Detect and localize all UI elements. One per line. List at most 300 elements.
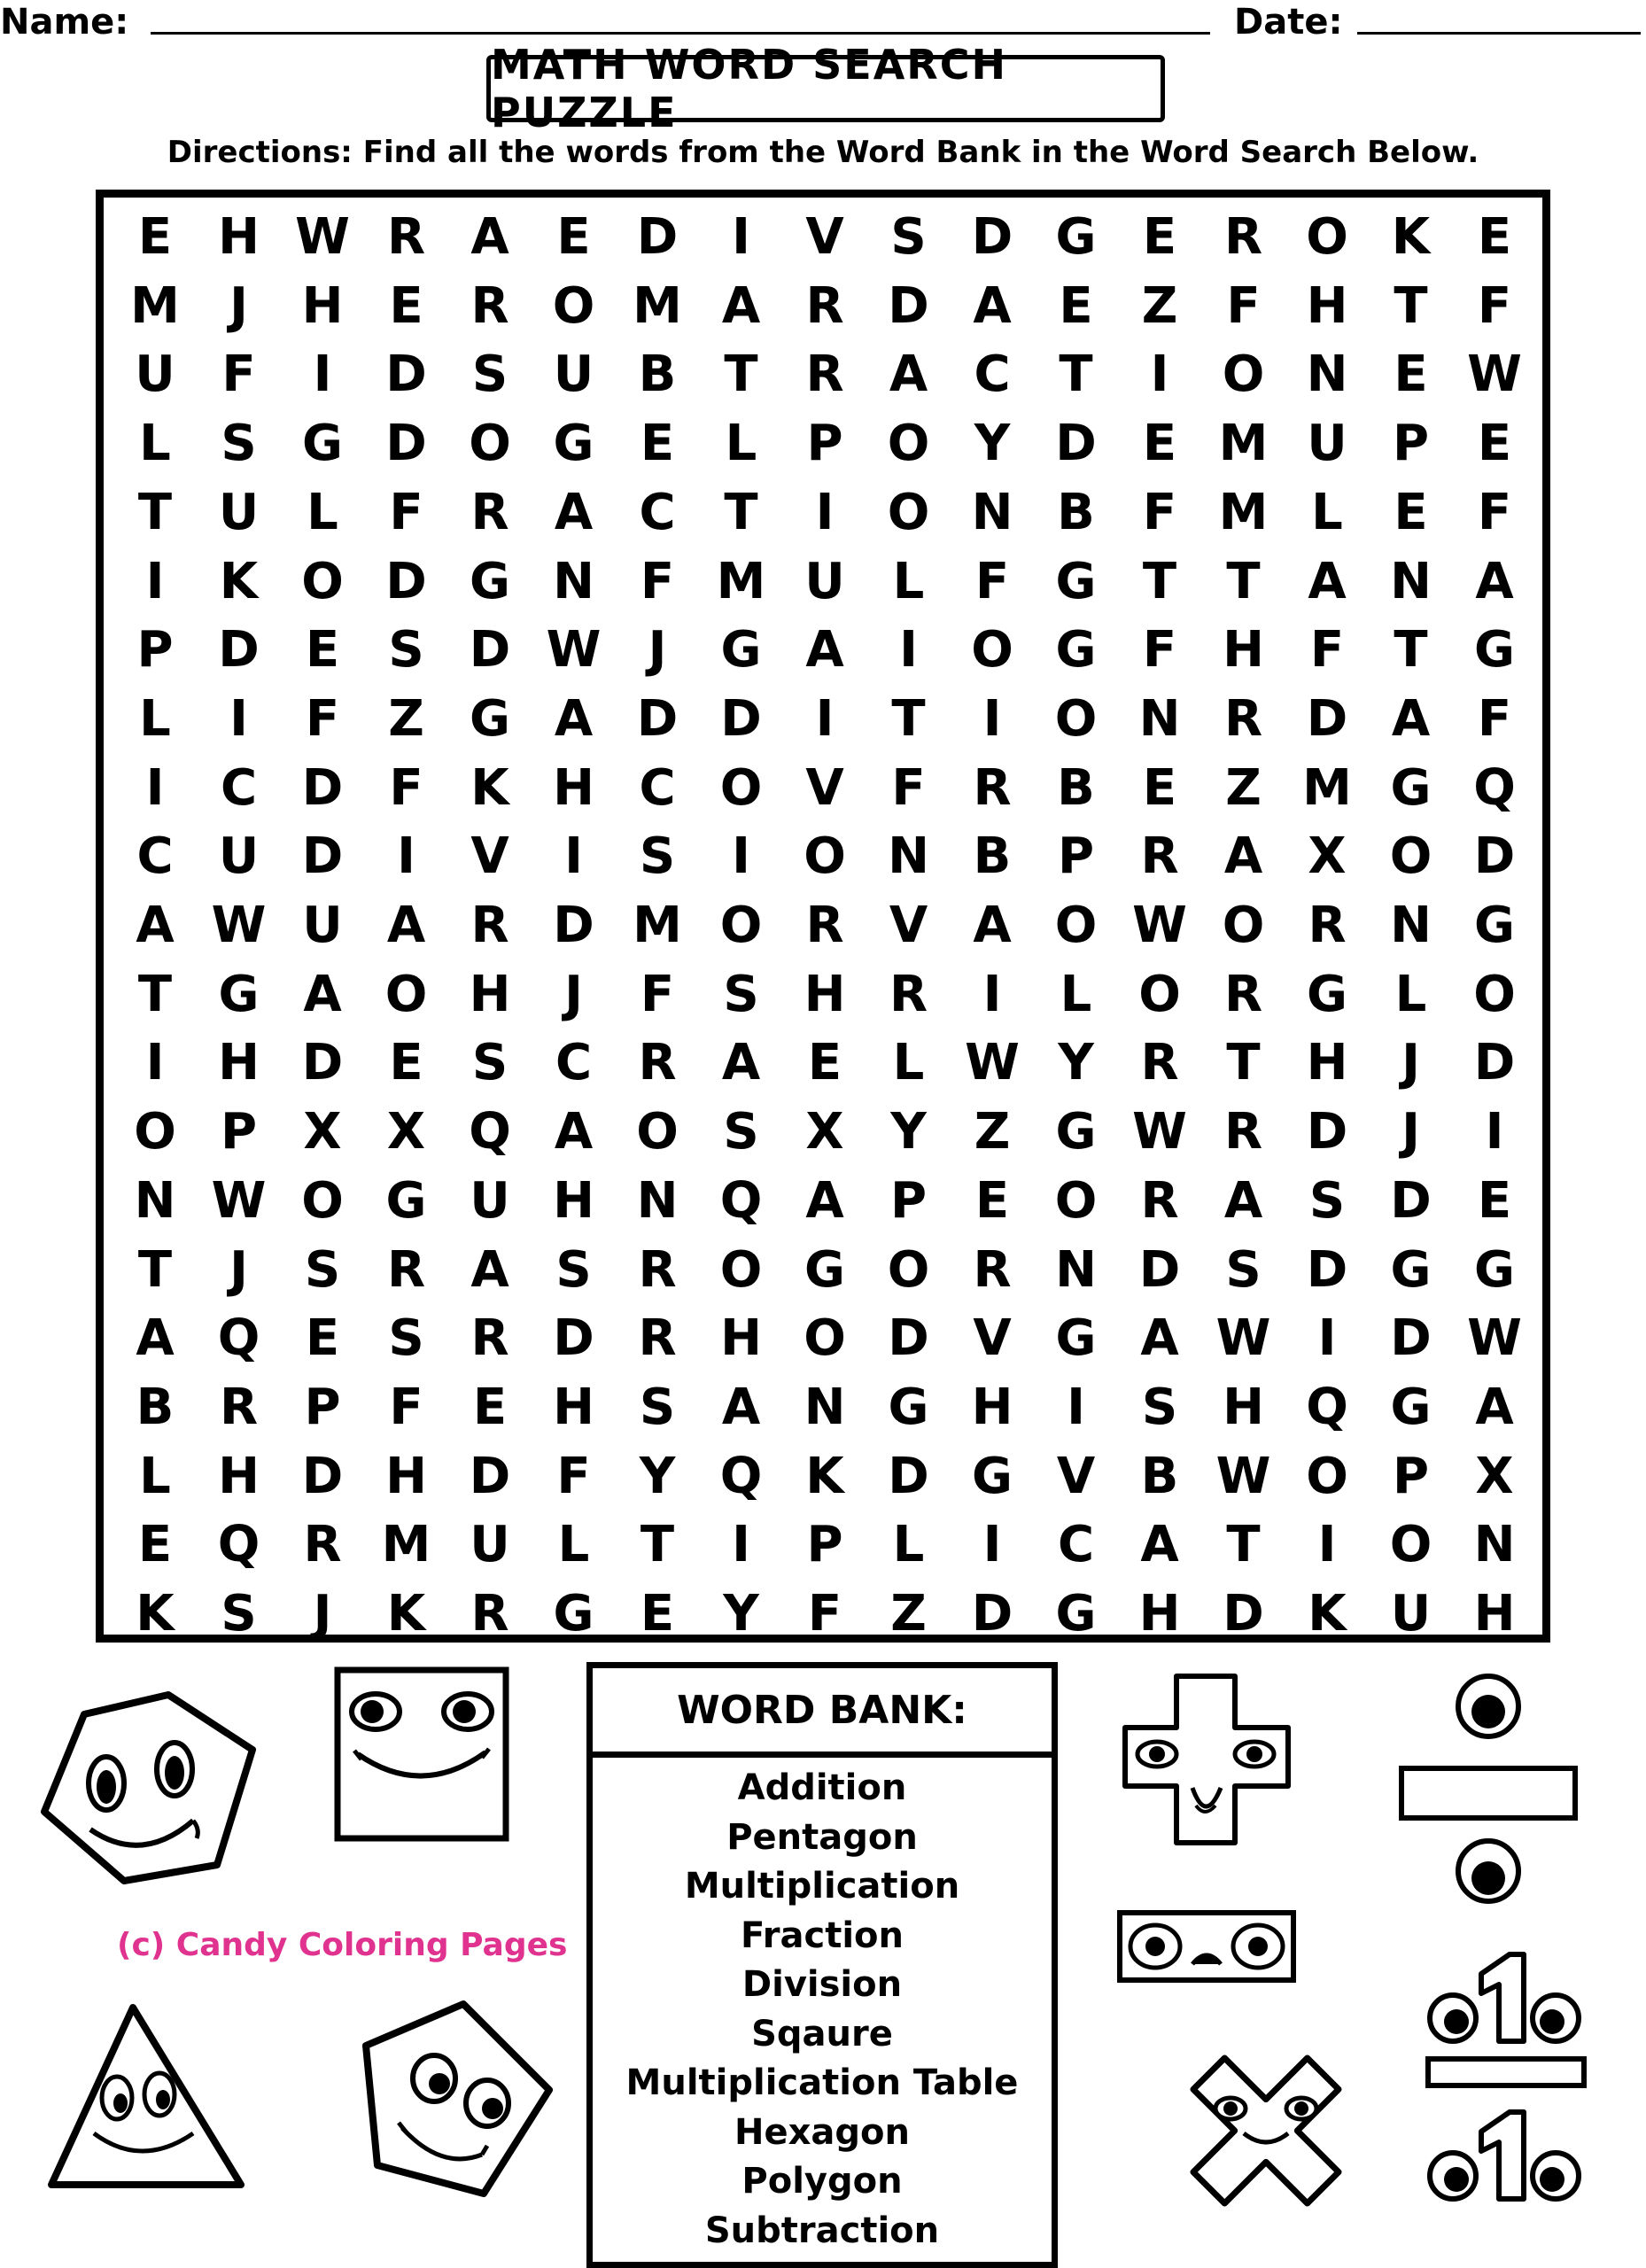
grid-letter: L bbox=[892, 552, 925, 610]
division-face-icon bbox=[1396, 1674, 1582, 1905]
grid-letter: V bbox=[805, 758, 844, 817]
grid-letter: I bbox=[732, 827, 750, 886]
grid-letter: F bbox=[1477, 689, 1512, 748]
grid-letter: R bbox=[1223, 689, 1263, 748]
grid-letter: P bbox=[1392, 1447, 1430, 1505]
grid-letter: P bbox=[1057, 827, 1095, 886]
grid-letter: D bbox=[553, 897, 594, 954]
grid-letter: R bbox=[973, 758, 1012, 817]
grid-letter: F bbox=[640, 965, 675, 1023]
grid-letter: L bbox=[892, 1034, 925, 1092]
grid-letter: R bbox=[386, 1240, 426, 1299]
grid-letter: V bbox=[973, 1309, 1012, 1368]
grid-letter: H bbox=[553, 758, 594, 817]
grid-letter: T bbox=[1226, 1516, 1261, 1574]
grid-letter: O bbox=[1306, 208, 1348, 266]
grid-letter: D bbox=[553, 1309, 594, 1368]
grid-letter: E bbox=[640, 415, 675, 473]
grid-letter: A bbox=[554, 483, 594, 541]
grid-letter: G bbox=[1055, 552, 1097, 610]
grid-letter: F bbox=[974, 552, 1010, 610]
grid-letter: W bbox=[1215, 1309, 1271, 1368]
grid-letter: H bbox=[971, 1378, 1013, 1436]
grid-letter: G bbox=[1307, 965, 1347, 1023]
grid-letter: E bbox=[305, 621, 340, 680]
grid-letter: I bbox=[229, 689, 248, 748]
grid-letter: F bbox=[1477, 276, 1512, 335]
grid-letter: A bbox=[136, 897, 175, 954]
grid-letter: O bbox=[301, 552, 344, 610]
grid-letter: O bbox=[1054, 689, 1098, 748]
grid-letter: E bbox=[1142, 208, 1177, 266]
grid-letter: E bbox=[305, 1309, 340, 1368]
grid-letter: G bbox=[1390, 1378, 1432, 1436]
grid-letter: G bbox=[1055, 208, 1097, 266]
grid-letter: G bbox=[888, 1378, 929, 1436]
grid-letter: P bbox=[806, 1516, 843, 1574]
grid-letter: W bbox=[1467, 346, 1522, 404]
grid-letter: H bbox=[720, 1309, 762, 1368]
square-face-icon bbox=[333, 1666, 510, 1843]
grid-letter: O bbox=[1389, 827, 1432, 886]
grid-letter: K bbox=[136, 1585, 175, 1643]
grid-letter: A bbox=[136, 1309, 175, 1368]
grid-letter: Q bbox=[469, 1103, 511, 1161]
grid-letter: J bbox=[1401, 1103, 1420, 1161]
grid-letter: D bbox=[385, 552, 427, 610]
grid-letter: N bbox=[553, 552, 594, 610]
grid-letter: H bbox=[1223, 621, 1264, 680]
grid-letter: W bbox=[1132, 897, 1187, 954]
grid-letter: E bbox=[807, 1034, 842, 1092]
grid-letter: D bbox=[385, 415, 427, 473]
grid-letter: P bbox=[136, 621, 174, 680]
grid-letter: G bbox=[1055, 621, 1097, 680]
grid-letter: R bbox=[386, 208, 426, 266]
grid-letter: T bbox=[1394, 276, 1428, 335]
grid-letter: V bbox=[889, 897, 928, 954]
grid-letter: H bbox=[1473, 1585, 1516, 1643]
grid-letter: T bbox=[137, 1240, 173, 1299]
grid-letter: D bbox=[971, 1585, 1013, 1643]
grid-letter: X bbox=[303, 1103, 342, 1161]
grid-letter: F bbox=[556, 1447, 591, 1505]
grid-letter: I bbox=[313, 346, 332, 404]
word-bank-list bbox=[593, 1764, 1052, 2256]
grid-letter: I bbox=[397, 827, 415, 886]
grid-letter: F bbox=[1309, 621, 1345, 680]
grid-letter: R bbox=[470, 1309, 509, 1368]
grid-letter: X bbox=[386, 1103, 426, 1161]
word-bank-item: Multiplication bbox=[684, 1866, 960, 1907]
grid-letter: F bbox=[891, 758, 926, 817]
grid-letter: N bbox=[1055, 1240, 1097, 1299]
grid-letter: F bbox=[640, 552, 675, 610]
grid-letter: I bbox=[145, 758, 165, 817]
grid-letter: G bbox=[553, 415, 594, 473]
grid-letter: D bbox=[301, 1034, 344, 1092]
grid-letter: N bbox=[971, 483, 1013, 541]
grid-letter: T bbox=[1059, 346, 1093, 404]
grid-letter: T bbox=[1226, 552, 1261, 610]
copyright-text: (c) Candy Coloring Pages bbox=[117, 1927, 568, 1963]
grid-letter: I bbox=[899, 621, 918, 680]
grid-letter: K bbox=[805, 1447, 844, 1505]
grid-letter: P bbox=[1392, 415, 1430, 473]
grid-letter: I bbox=[564, 827, 583, 886]
grid-letter: O bbox=[384, 965, 428, 1023]
grid-letter: C bbox=[220, 758, 258, 817]
grid-letter: E bbox=[1477, 1171, 1512, 1230]
grid-letter: G bbox=[1474, 1240, 1515, 1299]
grid-letter: S bbox=[304, 1240, 341, 1299]
grid-letter: N bbox=[1390, 897, 1432, 954]
grid-letter: H bbox=[218, 1447, 260, 1505]
grid-letter: A bbox=[973, 897, 1012, 954]
word-search-grid bbox=[96, 190, 1550, 1643]
grid-letter: R bbox=[1140, 827, 1179, 886]
grid-letter: A bbox=[386, 897, 426, 954]
grid-letter: A bbox=[470, 208, 509, 266]
grid-letter: A bbox=[303, 965, 342, 1023]
grid-letter: R bbox=[470, 276, 509, 335]
grid-letter: H bbox=[553, 1378, 594, 1436]
grid-letter: S bbox=[1225, 1240, 1262, 1299]
grid-letter: U bbox=[302, 897, 343, 954]
word-bank-item: Pentagon bbox=[726, 1816, 918, 1858]
grid-letter: D bbox=[1473, 827, 1516, 886]
word-bank-item: Multiplication Table bbox=[625, 2062, 1019, 2103]
grid-letter: E bbox=[974, 1171, 1010, 1230]
grid-letter: L bbox=[892, 1516, 925, 1574]
grid-letter: G bbox=[1390, 758, 1432, 817]
grid-letter: Y bbox=[974, 415, 1011, 473]
grid-letter: E bbox=[1142, 415, 1177, 473]
grid-letter: D bbox=[1390, 1171, 1432, 1230]
grid-letter: A bbox=[805, 621, 844, 680]
grid-letter: E bbox=[1142, 758, 1177, 817]
grid-letter: O bbox=[1054, 1171, 1098, 1230]
page-title: MATH WORD SEARCH PUZZLE bbox=[486, 55, 1165, 122]
grid-letter: A bbox=[1223, 1171, 1263, 1230]
grid-letter: E bbox=[389, 1034, 423, 1092]
grid-letter: D bbox=[301, 758, 344, 817]
grid-letter: O bbox=[804, 827, 846, 886]
grid-letter: I bbox=[1485, 1103, 1504, 1161]
triangle-face-icon bbox=[44, 2000, 248, 2195]
date-label: Date: bbox=[1234, 2, 1343, 43]
grid-letter: F bbox=[389, 758, 423, 817]
grid-letter: Y bbox=[1058, 1034, 1094, 1092]
grid-letter: F bbox=[389, 483, 423, 541]
grid-letter: R bbox=[470, 1585, 509, 1643]
grid-letter: E bbox=[137, 208, 173, 266]
grid-letter: H bbox=[1306, 276, 1348, 335]
grid-letter: F bbox=[1142, 483, 1177, 541]
grid-letter: P bbox=[889, 1171, 928, 1230]
grid-letter: A bbox=[889, 346, 928, 404]
word-bank-item: Polygon bbox=[741, 2161, 903, 2202]
fraction-one-face-icon bbox=[1425, 1947, 1588, 2204]
grid-letter: L bbox=[1394, 965, 1427, 1023]
grid-letter: R bbox=[1140, 1034, 1179, 1092]
grid-letter: O bbox=[1473, 965, 1516, 1023]
grid-letter: D bbox=[888, 1447, 929, 1505]
grid-letter: A bbox=[721, 276, 761, 335]
grid-letter: I bbox=[1067, 1378, 1085, 1436]
grid-letter: N bbox=[1138, 689, 1181, 748]
grid-letter: I bbox=[815, 689, 835, 748]
grid-letter: W bbox=[546, 621, 602, 680]
grid-letter: R bbox=[470, 483, 509, 541]
grid-letter: W bbox=[1215, 1447, 1271, 1505]
grid-letter: I bbox=[1317, 1309, 1337, 1368]
grid-letter: G bbox=[470, 689, 510, 748]
grid-letter: G bbox=[1055, 1103, 1097, 1161]
grid-letter: C bbox=[555, 1034, 593, 1092]
grid-letter: H bbox=[804, 965, 846, 1023]
hexagon-face-icon bbox=[35, 1688, 266, 1900]
grid-letter: A bbox=[1140, 1516, 1179, 1574]
grid-letter: O bbox=[134, 1103, 176, 1161]
grid-letter: O bbox=[469, 415, 511, 473]
grid-letter: D bbox=[636, 689, 679, 748]
grid-letter: I bbox=[815, 483, 835, 541]
grid-letter: U bbox=[553, 346, 594, 404]
name-line bbox=[151, 32, 1210, 35]
grid-letter: N bbox=[888, 827, 929, 886]
grid-letter: L bbox=[1311, 483, 1343, 541]
grid-letter: N bbox=[1473, 1516, 1516, 1574]
grid-letter: K bbox=[470, 758, 509, 817]
pentagon-face-icon bbox=[353, 1997, 556, 2201]
grid-letter: H bbox=[1223, 1378, 1264, 1436]
grid-letter: L bbox=[557, 1516, 590, 1574]
grid-letter: U bbox=[218, 483, 260, 541]
grid-letter: D bbox=[1306, 1103, 1348, 1161]
grid-letter: R bbox=[470, 897, 509, 954]
grid-letter: G bbox=[385, 1171, 427, 1230]
grid-letter: D bbox=[1306, 1240, 1348, 1299]
grid-letter: R bbox=[889, 965, 928, 1023]
grid-letter: Z bbox=[388, 689, 424, 748]
grid-letter: S bbox=[639, 827, 676, 886]
grid-letter: R bbox=[1223, 965, 1263, 1023]
grid-letter: F bbox=[807, 1585, 842, 1643]
grid-letter: D bbox=[1390, 1309, 1432, 1368]
grid-letter: E bbox=[137, 1516, 173, 1574]
grid-letter: O bbox=[1054, 897, 1098, 954]
grid-letter: X bbox=[1475, 1447, 1514, 1505]
grid-letter: L bbox=[139, 689, 171, 748]
grid-letter: M bbox=[633, 276, 682, 335]
grid-letter: I bbox=[1317, 1516, 1337, 1574]
grid-letter: D bbox=[888, 276, 929, 335]
grid-letter: N bbox=[636, 1171, 679, 1230]
date-line bbox=[1357, 32, 1641, 35]
grid-letter: K bbox=[1391, 208, 1431, 266]
grid-letter: O bbox=[804, 1309, 846, 1368]
grid-letter: F bbox=[1477, 483, 1512, 541]
grid-letter: D bbox=[301, 1447, 344, 1505]
grid-letter: R bbox=[805, 897, 844, 954]
grid-letter: D bbox=[469, 1447, 511, 1505]
grid-letter: N bbox=[134, 1171, 176, 1230]
grid-letter: M bbox=[633, 897, 682, 954]
grid-letter: U bbox=[804, 552, 845, 610]
grid-letter: O bbox=[887, 483, 930, 541]
grid-letter: Z bbox=[1141, 276, 1178, 335]
grid-letter: I bbox=[982, 689, 1002, 748]
grid-letter: I bbox=[145, 552, 165, 610]
grid-letter: J bbox=[229, 1240, 248, 1299]
grid-letter: N bbox=[1390, 552, 1432, 610]
grid-letter: R bbox=[638, 1240, 677, 1299]
grid-letter: V bbox=[470, 827, 509, 886]
grid-letter: Z bbox=[1225, 758, 1262, 817]
grid-letter: K bbox=[219, 552, 259, 610]
grid-letter: U bbox=[1390, 1585, 1432, 1643]
grid-letter: A bbox=[1223, 827, 1263, 886]
grid-letter: W bbox=[211, 1171, 267, 1230]
grid-letter: T bbox=[137, 483, 173, 541]
word-bank-title: WORD BANK: bbox=[593, 1668, 1052, 1758]
grid-letter: F bbox=[1226, 276, 1261, 335]
grid-letter: T bbox=[1226, 1034, 1261, 1092]
grid-letter: E bbox=[1059, 276, 1093, 335]
grid-letter: R bbox=[805, 276, 844, 335]
grid-letter: B bbox=[973, 827, 1012, 886]
grid-letter: A bbox=[721, 1034, 761, 1092]
grid-letter: G bbox=[302, 415, 343, 473]
grid-letter: Y bbox=[890, 1103, 927, 1161]
grid-letter: F bbox=[305, 689, 340, 748]
grid-letter: E bbox=[472, 1378, 508, 1436]
grid-letter: O bbox=[1138, 965, 1181, 1023]
grid-letter: I bbox=[732, 208, 750, 266]
grid-letter: I bbox=[1150, 346, 1169, 404]
grid-letter: L bbox=[725, 415, 757, 473]
grid-letter: Q bbox=[1473, 758, 1516, 817]
grid-letter: C bbox=[136, 827, 174, 886]
grid-letter: D bbox=[1138, 1240, 1181, 1299]
grid-letter: D bbox=[385, 346, 427, 404]
grid-letter: M bbox=[1218, 483, 1269, 541]
grid-letter: J bbox=[564, 965, 583, 1023]
grid-letter: R bbox=[1223, 1103, 1263, 1161]
word-bank bbox=[586, 1662, 1058, 2268]
grid-letter: J bbox=[229, 276, 248, 335]
grid-letter: S bbox=[723, 1103, 759, 1161]
grid-letter: K bbox=[1308, 1585, 1347, 1643]
grid-letter: V bbox=[805, 208, 844, 266]
grid-letter: O bbox=[887, 1240, 930, 1299]
grid-letter: D bbox=[1223, 1585, 1264, 1643]
grid-letter: T bbox=[724, 483, 758, 541]
word-bank-item: Subtraction bbox=[704, 2210, 940, 2251]
grid-letter: K bbox=[386, 1585, 426, 1643]
grid-letter: G bbox=[553, 1585, 594, 1643]
grid-letter: O bbox=[971, 621, 1013, 680]
grid-letter: J bbox=[648, 621, 667, 680]
grid-letter: S bbox=[1308, 1171, 1346, 1230]
grid-letter: O bbox=[719, 897, 763, 954]
grid-letter: C bbox=[974, 346, 1011, 404]
grid-letter: E bbox=[1477, 208, 1512, 266]
grid-letter: O bbox=[719, 1240, 763, 1299]
grid-letter: F bbox=[1142, 621, 1177, 680]
grid-letter: R bbox=[638, 1309, 677, 1368]
grid-letter: R bbox=[1140, 1171, 1179, 1230]
grid-letter: L bbox=[139, 1447, 171, 1505]
grid-letter: E bbox=[1394, 346, 1428, 404]
grid-letter: A bbox=[1475, 1378, 1514, 1436]
grid-letter: S bbox=[639, 1378, 676, 1436]
grid-letter: C bbox=[639, 483, 676, 541]
grid-letter: T bbox=[137, 965, 173, 1023]
grid-letter: A bbox=[721, 1378, 761, 1436]
grid-letter: T bbox=[640, 1516, 675, 1574]
grid-letter: E bbox=[389, 276, 423, 335]
grid-letter: A bbox=[470, 1240, 509, 1299]
grid-letter: Q bbox=[217, 1516, 260, 1574]
grid-letter: M bbox=[1218, 415, 1269, 473]
grid-letter: J bbox=[313, 1585, 332, 1643]
grid-letter: W bbox=[1132, 1103, 1187, 1161]
grid-letter: I bbox=[732, 1516, 750, 1574]
grid-letter: A bbox=[1140, 1309, 1179, 1368]
grid-letter: G bbox=[804, 1240, 845, 1299]
grid-letter: S bbox=[471, 1034, 509, 1092]
grid-letter: O bbox=[1389, 1516, 1432, 1574]
grid-letter: Z bbox=[974, 1103, 1011, 1161]
grid-letter: M bbox=[1302, 758, 1352, 817]
grid-letter: Y bbox=[639, 1447, 676, 1505]
grid-letter: G bbox=[1474, 897, 1515, 954]
grid-letter: H bbox=[218, 208, 260, 266]
grid-letter: S bbox=[221, 1585, 257, 1643]
grid-letter: A bbox=[1391, 689, 1431, 748]
grid-letter: G bbox=[972, 1447, 1013, 1505]
grid-letter: O bbox=[301, 1171, 344, 1230]
grid-letter: P bbox=[806, 415, 843, 473]
grid-letter: G bbox=[470, 552, 510, 610]
grid-letter: U bbox=[135, 346, 175, 404]
grid-letter: S bbox=[471, 346, 509, 404]
grid-letter: S bbox=[388, 621, 424, 680]
grid-letter: M bbox=[716, 552, 766, 610]
grid-letter: O bbox=[719, 758, 763, 817]
grid-letter: Z bbox=[890, 1585, 927, 1643]
grid-letter: I bbox=[982, 965, 1002, 1023]
grid-letter: J bbox=[1401, 1034, 1420, 1092]
grid-letter: B bbox=[1057, 483, 1095, 541]
grid-letter: D bbox=[218, 621, 260, 680]
grid-letter: Q bbox=[1306, 1378, 1348, 1436]
word-bank-item: Division bbox=[741, 1964, 903, 2005]
grid-letter: D bbox=[1306, 689, 1348, 748]
grid-letter: D bbox=[888, 1309, 929, 1368]
grid-letter: R bbox=[973, 1240, 1012, 1299]
grid-letter: E bbox=[640, 1585, 675, 1643]
grid-letter: N bbox=[1306, 346, 1348, 404]
grid-letter: F bbox=[389, 1378, 423, 1436]
grid-letter: H bbox=[469, 965, 511, 1023]
grid-letter: M bbox=[130, 276, 180, 335]
grid-letter: A bbox=[973, 276, 1012, 335]
grid-letter: O bbox=[636, 1103, 679, 1161]
grid-letter: R bbox=[805, 346, 844, 404]
